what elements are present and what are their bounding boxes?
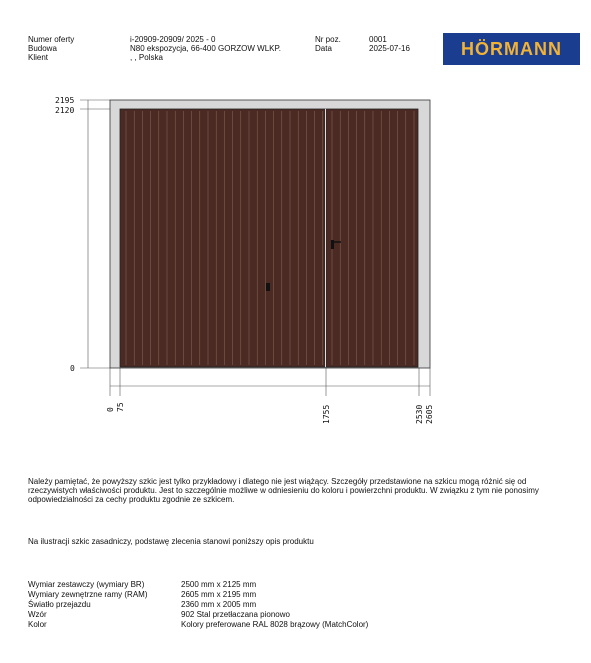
spec-label: Wymiar zestawczy (wymiary BR) bbox=[28, 580, 145, 589]
position-value: 0001 bbox=[369, 35, 387, 44]
position-label: Nr poz. bbox=[315, 35, 341, 44]
client-value: , , Polska bbox=[130, 53, 163, 62]
spec-value: 2360 mm x 2005 mm bbox=[181, 600, 257, 609]
spec-value: 902 Stal przetłaczana pionowo bbox=[181, 610, 290, 619]
client-label: Klient bbox=[28, 53, 49, 62]
dim-label-x1755: 1755 bbox=[322, 404, 331, 424]
door-handle-left bbox=[266, 283, 270, 291]
dim-label-x2605: 2605 bbox=[425, 404, 434, 424]
spec-label: Kolor bbox=[28, 620, 47, 629]
spec-value: 2500 mm x 2125 mm bbox=[181, 580, 257, 589]
door-handle-right bbox=[331, 240, 334, 249]
date-label: Data bbox=[315, 44, 332, 53]
offer-number-value: i-20909-20909/ 2025 - 0 bbox=[130, 35, 216, 44]
intro-text: Na ilustracji szkic zasadniczy, podstawę zlecenia stanowi poniższy opis produktu bbox=[28, 537, 314, 546]
spec-value: 2605 mm x 2195 mm bbox=[181, 590, 257, 599]
dim-label-x2530: 2530 bbox=[415, 404, 424, 424]
dim-label-x75: 75 bbox=[116, 402, 125, 412]
dim-label-0: 0 bbox=[70, 364, 75, 373]
dim-label-x0: 0 bbox=[106, 407, 115, 412]
dim-label-2195: 2195 bbox=[55, 96, 75, 105]
site-value: N80 ekspozycja, 66-400 GORZOW WLKP. bbox=[130, 44, 282, 53]
logo-text: HÖRMANN bbox=[461, 38, 562, 59]
date-value: 2025-07-16 bbox=[369, 44, 410, 53]
door-leaf-right bbox=[326, 109, 418, 367]
dim-label-2120: 2120 bbox=[55, 106, 75, 115]
spec-label: Światło przejazdu bbox=[28, 600, 91, 609]
spec-label: Wzór bbox=[28, 610, 47, 619]
disclaimer-text: Należy pamiętać, że powyższy szkic jest tylko przykładowy i dlatego nie jest wiążący. Szczegóły przedstawione na szkicu mogą różnić się od rzeczywistych właściwości produktu. Jest to szczególnie możliwe w odniesieniu do koloru i powierzchni produktu. W związku z tym nie ponosimy odpowiedzialności za cechy produktu zgodnie ze szkicem. bbox=[28, 477, 539, 504]
spec-label: Wymiary zewnętrzne ramy (RAM) bbox=[28, 590, 148, 599]
site-label: Budowa bbox=[28, 44, 57, 53]
spec-value: Kolory preferowane RAL 8028 brązowy (MatchColor) bbox=[181, 620, 369, 629]
offer-number-label: Numer oferty bbox=[28, 35, 75, 44]
